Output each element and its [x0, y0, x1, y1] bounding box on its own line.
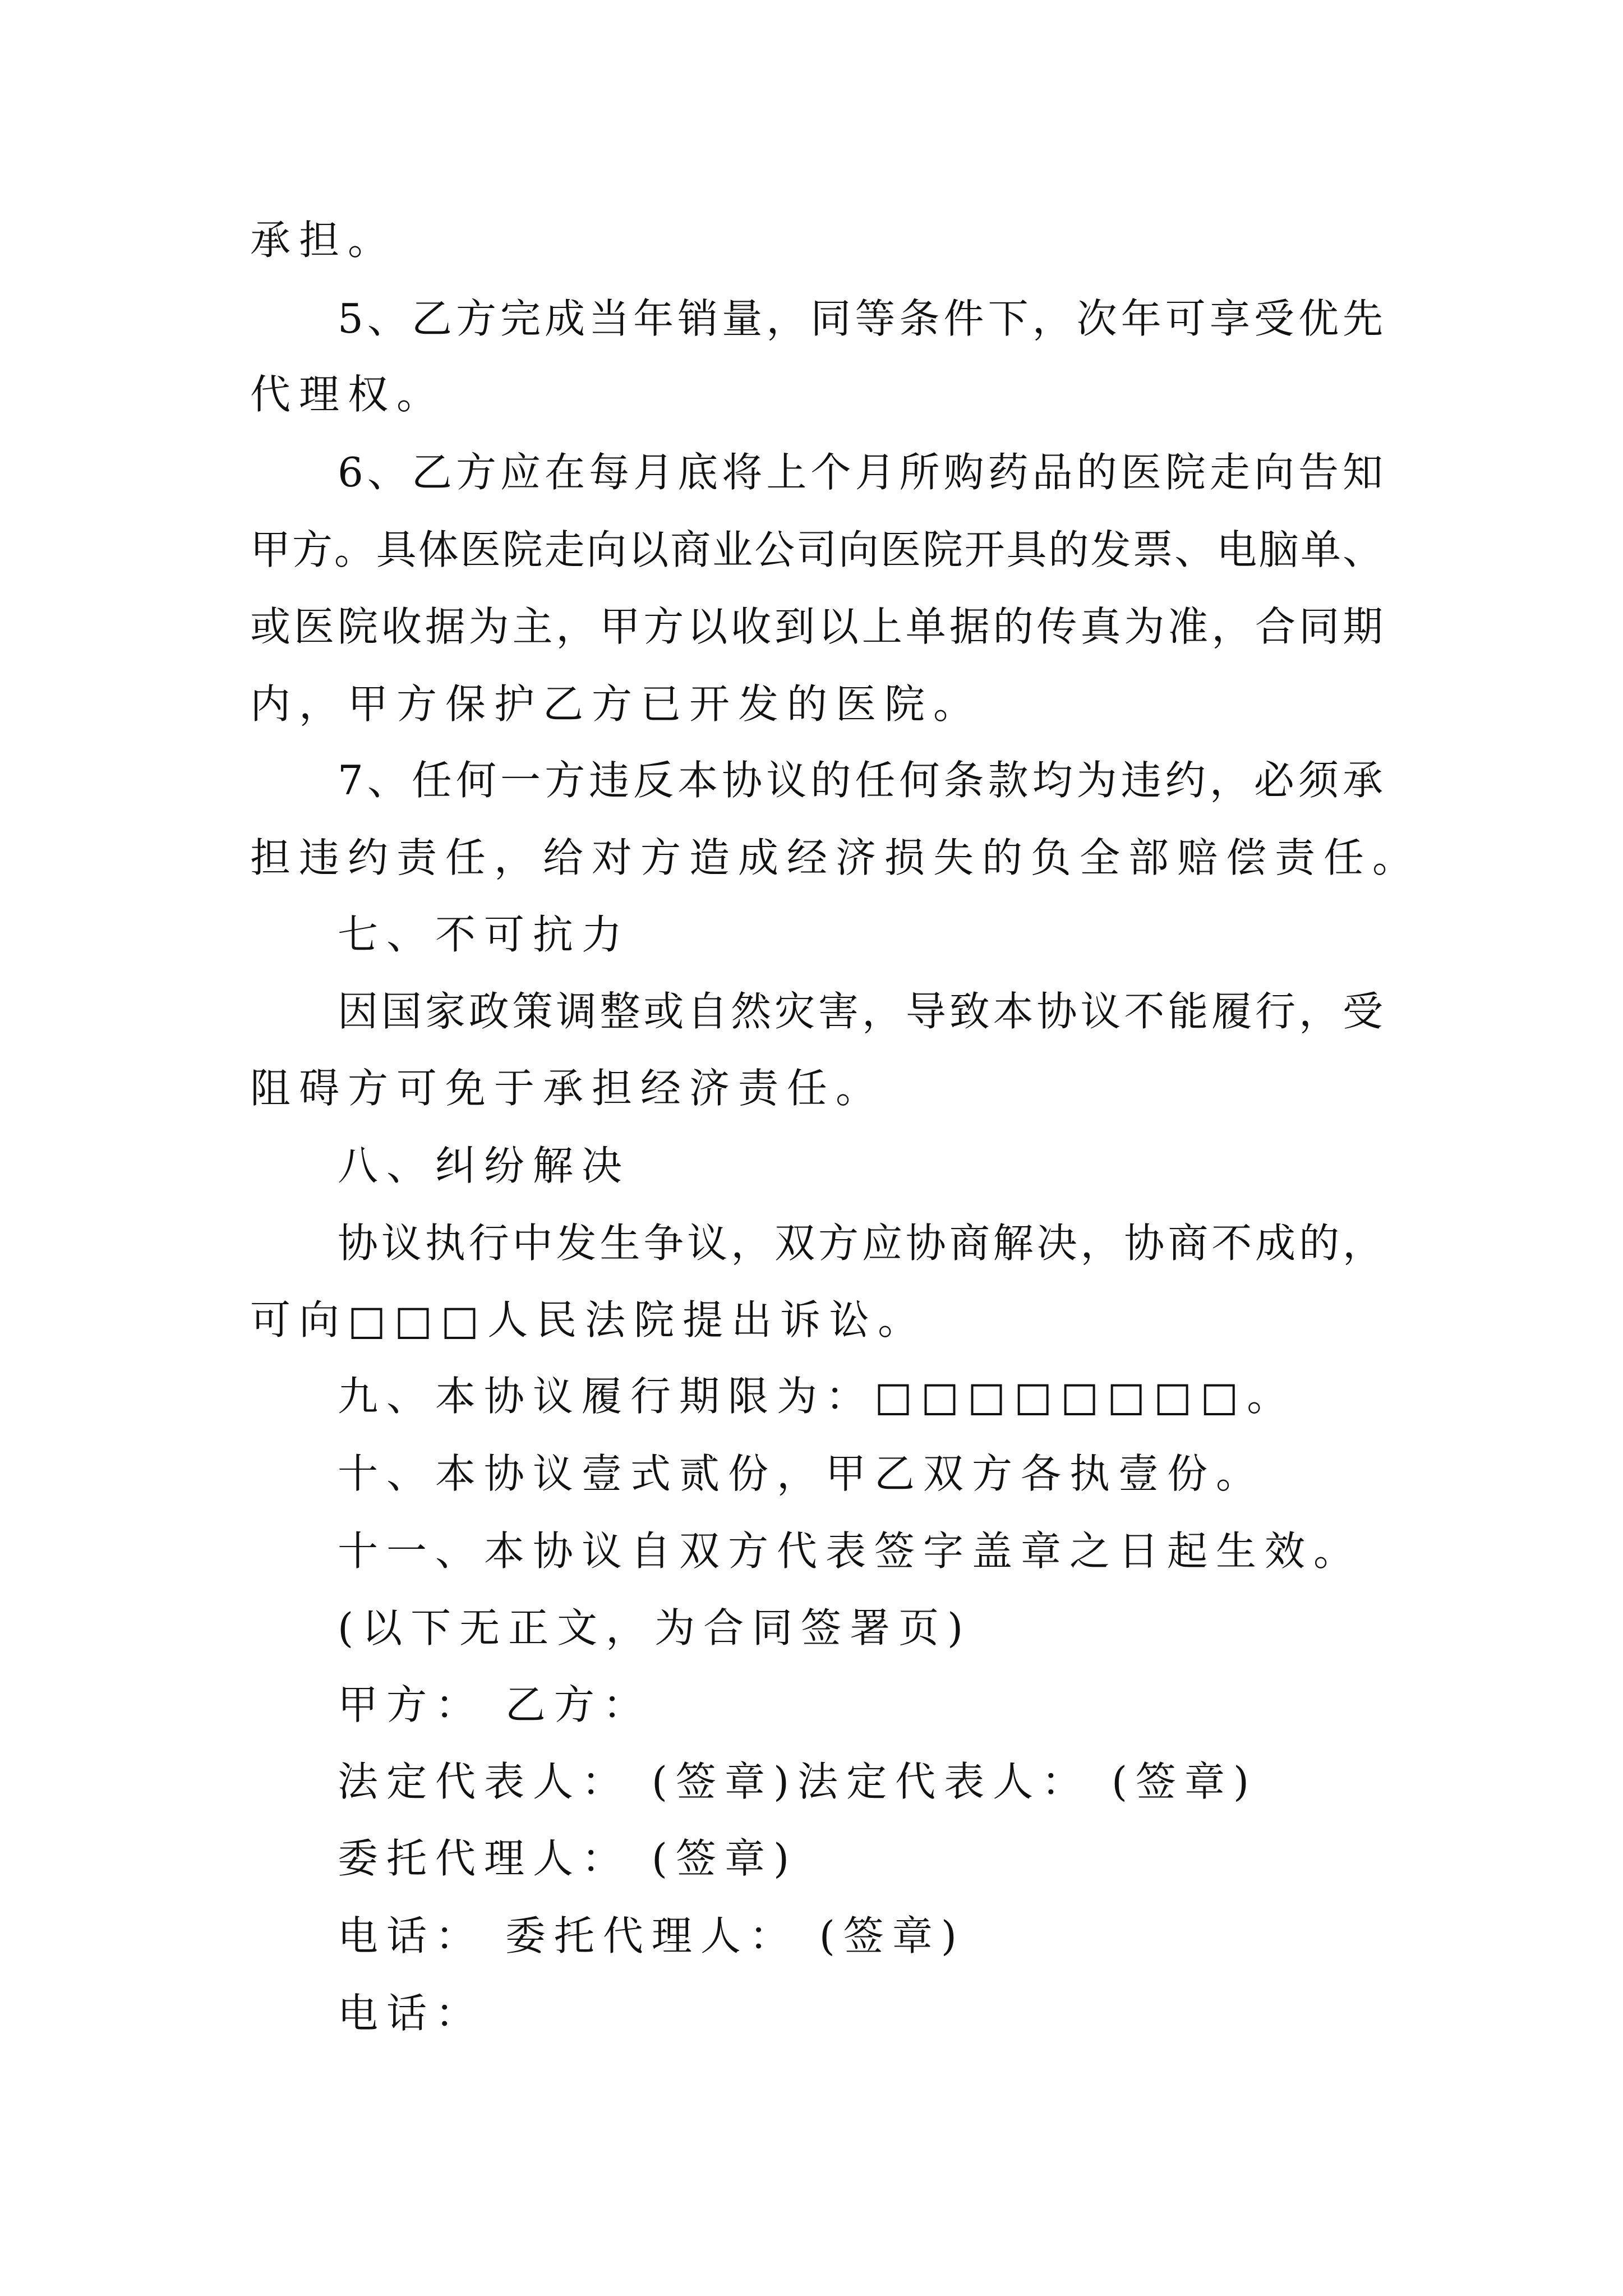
text-line-16: 九、本协议履行期限为：□□□□□□□□。	[338, 1373, 1296, 1420]
text-line-18: 十一、本协议自双方代表签字盖章之日起生效。	[338, 1527, 1363, 1575]
signature-agent-line: 委托代理人： (签章)	[338, 1835, 798, 1882]
text-line-1: 承担。	[250, 217, 397, 264]
text-line-5: 甲方。具体医院走向以商业公司向医院开具的发票、电脑单、	[250, 526, 1383, 573]
section-heading-dispute-resolution: 八、纠纷解决	[338, 1142, 631, 1189]
text-line-17: 十、本协议壹式贰份，甲乙双方各执壹份。	[338, 1450, 1265, 1497]
signature-legal-rep-line: 法定代表人： (签章)法定代表人： (签章)	[338, 1758, 1258, 1805]
text-line-8: 7、任何一方违反本协议的任何条款均为违约，必须承	[338, 757, 1383, 804]
signature-phone-line: 电话：	[338, 1990, 485, 2037]
text-line-11: 因国家政策调整或自然灾害，导致本协议不能履行，受	[338, 988, 1383, 1035]
text-line-2: 5、乙方完成当年销量，同等条件下，次年可享受优先	[338, 295, 1383, 342]
text-line-7: 内，甲方保护乙方已开发的医院。	[250, 680, 983, 728]
section-heading-force-majeure: 七、不可抗力	[338, 911, 631, 958]
text-line-6: 或医院收据为主，甲方以收到以上单据的传真为准，合同期	[250, 603, 1383, 650]
text-line-14: 协议执行中发生争议，双方应协商解决，协商不成的，	[338, 1220, 1383, 1267]
text-line-15: 可向□□□人民法院提出诉讼。	[250, 1296, 927, 1343]
text-line-9: 担违约责任，给对方造成经济损失的负全部赔偿责任。	[250, 834, 1422, 881]
text-line-12: 阻碍方可免于承担经济责任。	[250, 1065, 885, 1112]
text-line-4: 6、乙方应在每月底将上个月所购药品的医院走向告知	[338, 449, 1383, 496]
signature-phone-agent-line: 电话： 委托代理人： (签章)	[338, 1912, 965, 1959]
signature-party-line: 甲方： 乙方：	[338, 1681, 652, 1728]
text-line-19: (以下无正文，为合同签署页)	[338, 1604, 972, 1651]
text-line-3: 代理权。	[250, 371, 446, 418]
